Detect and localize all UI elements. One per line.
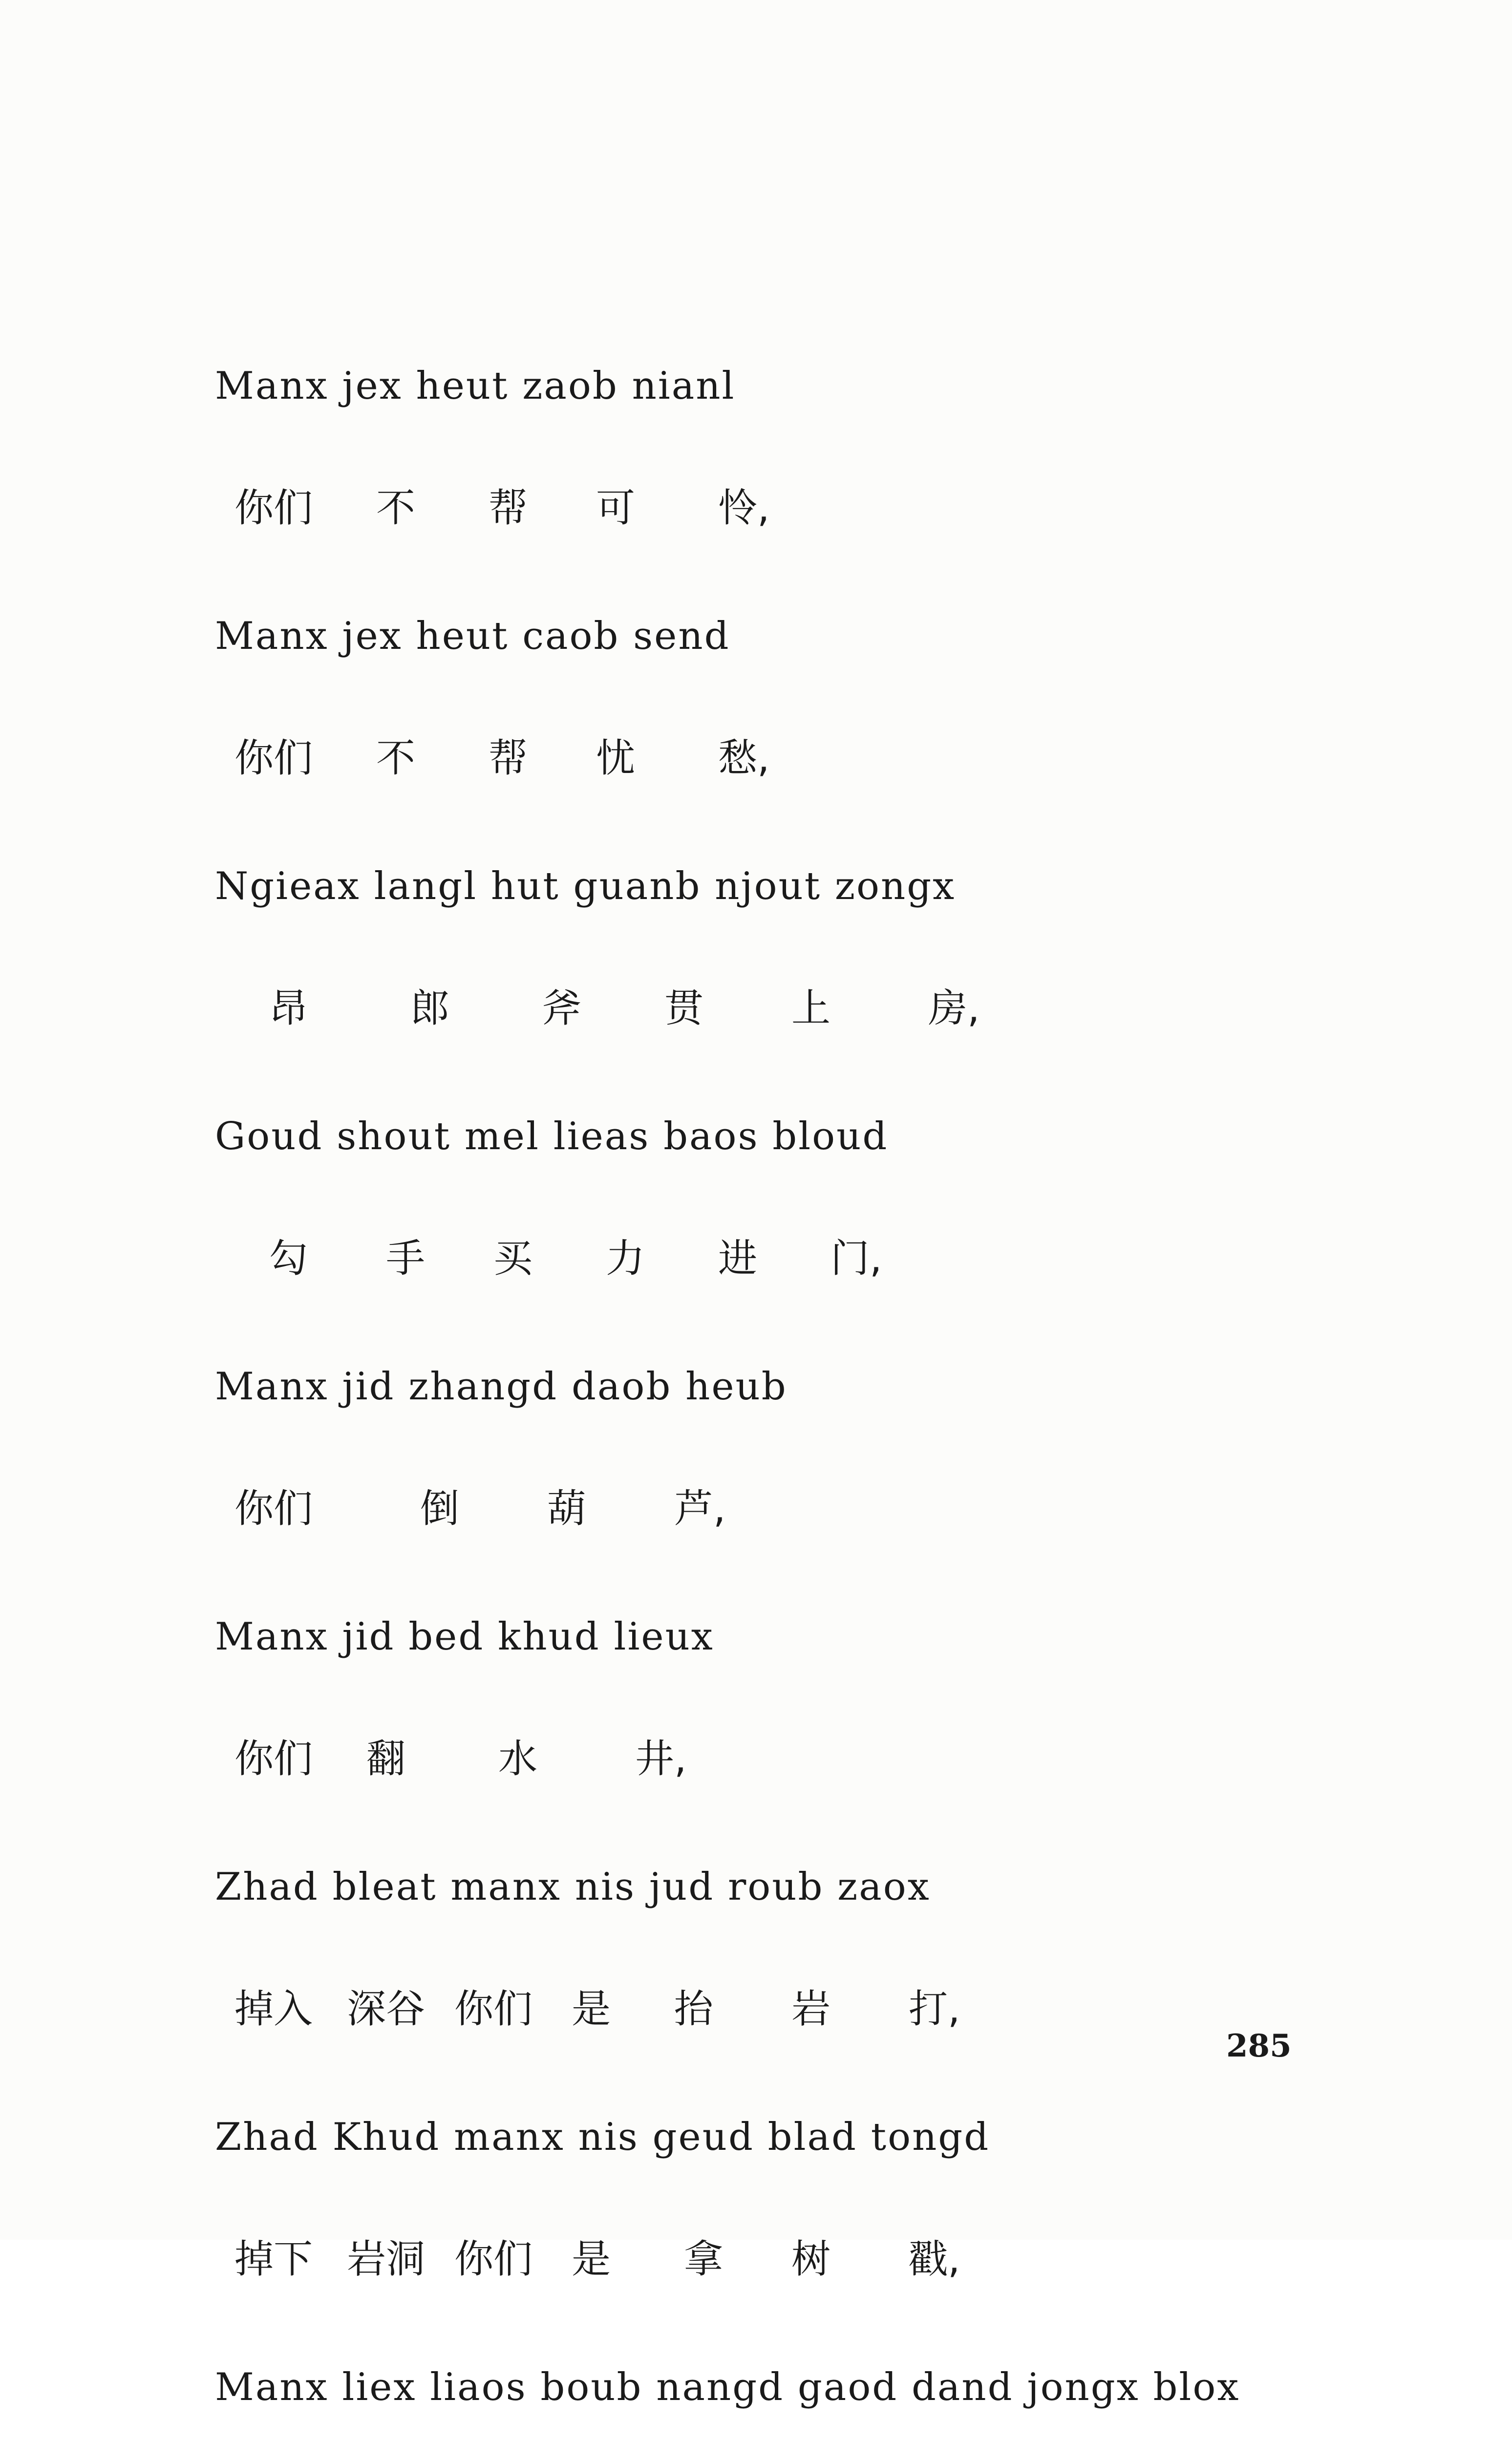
chinese-token: 不 <box>376 485 415 531</box>
verse-pair <box>215 862 1339 1112</box>
page-number: 285 <box>1226 2028 1292 2064</box>
chinese-token: 岩 <box>791 1986 831 2032</box>
chinese-token: 进 <box>718 1236 757 1281</box>
romanized-line: Goud shout mel lieas baos bloud <box>215 1114 889 1158</box>
chinese-token: 岩洞 <box>347 2236 425 2282</box>
chinese-token: 戳, <box>909 2236 960 2282</box>
chinese-token: 怜, <box>718 485 770 531</box>
chinese-token: 房, <box>928 986 980 1031</box>
chinese-token: 门, <box>831 1236 882 1281</box>
chinese-token: 葫 <box>547 1486 586 1531</box>
verse-pair <box>215 1112 1339 1362</box>
romanized-line: Zhad bleat manx nis jud roub zaox <box>215 1865 931 1909</box>
chinese-token: 不 <box>376 735 415 781</box>
chinese-token: 深谷 <box>347 1986 425 2032</box>
chinese-token: 掉入 <box>234 1986 313 2032</box>
chinese-token: 你们 <box>234 485 313 531</box>
chinese-token: 你们 <box>454 1986 532 2032</box>
chinese-token: 愁, <box>718 735 770 781</box>
chinese-token: 是 <box>572 2236 611 2282</box>
chinese-token: 掉下 <box>234 2236 313 2282</box>
chinese-token: 忧 <box>596 735 635 781</box>
romanized-line: Manx jex heut caob send <box>215 614 730 658</box>
chinese-token: 帮 <box>489 735 528 781</box>
verse-pair <box>215 1362 1339 1612</box>
chinese-token: 打, <box>909 1986 960 2032</box>
chinese-token: 树 <box>791 2236 831 2282</box>
chinese-token: 斧 <box>542 986 581 1031</box>
chinese-token: 买 <box>493 1236 532 1281</box>
chinese-token: 昂 <box>269 986 308 1031</box>
chinese-token: 水 <box>498 1736 537 1781</box>
chinese-token: 手 <box>386 1236 425 1281</box>
chinese-token: 郎 <box>410 986 449 1031</box>
verse-pair <box>215 2363 1339 2443</box>
chinese-token: 抬 <box>674 1986 713 2032</box>
romanized-line: Manx jex heut zaob nianl <box>215 364 736 408</box>
verse-pair <box>215 612 1339 862</box>
romanized-line: Zhad Khud manx nis geud blad tongd <box>215 2115 990 2159</box>
romanized-line: Manx jid zhangd daob heub <box>215 1365 788 1409</box>
chinese-token: 井, <box>635 1736 687 1781</box>
chinese-token: 是 <box>572 1986 611 2032</box>
chinese-token: 帮 <box>489 485 528 531</box>
verse-pair <box>215 1612 1339 1863</box>
romanized-line: Manx jid bed khud lieux <box>215 1615 714 1659</box>
verse-list <box>215 362 1339 2443</box>
chinese-token: 拿 <box>684 2236 723 2282</box>
chinese-token: 芦, <box>674 1486 726 1531</box>
romanized-line: Ngieax langl hut guanb njout zongx <box>215 864 956 908</box>
verse-pair <box>215 1863 1339 2113</box>
chinese-token: 倒 <box>420 1486 459 1531</box>
chinese-token: 你们 <box>454 2236 532 2282</box>
romanized-line: Manx liex liaos boub nangd gaod dand jongx blox <box>215 2365 1240 2409</box>
verse-pair <box>215 2113 1339 2363</box>
chinese-token: 你们 <box>234 735 313 781</box>
verse-pair <box>215 362 1339 612</box>
chinese-token: 贯 <box>664 986 703 1031</box>
chinese-token: 翻 <box>366 1736 405 1781</box>
chinese-token: 力 <box>606 1236 645 1281</box>
chinese-token: 勾 <box>269 1236 308 1281</box>
chinese-token: 你们 <box>234 1486 313 1531</box>
chinese-token: 可 <box>596 485 635 531</box>
chinese-token: 你们 <box>234 1736 313 1781</box>
chinese-token: 上 <box>791 986 831 1031</box>
